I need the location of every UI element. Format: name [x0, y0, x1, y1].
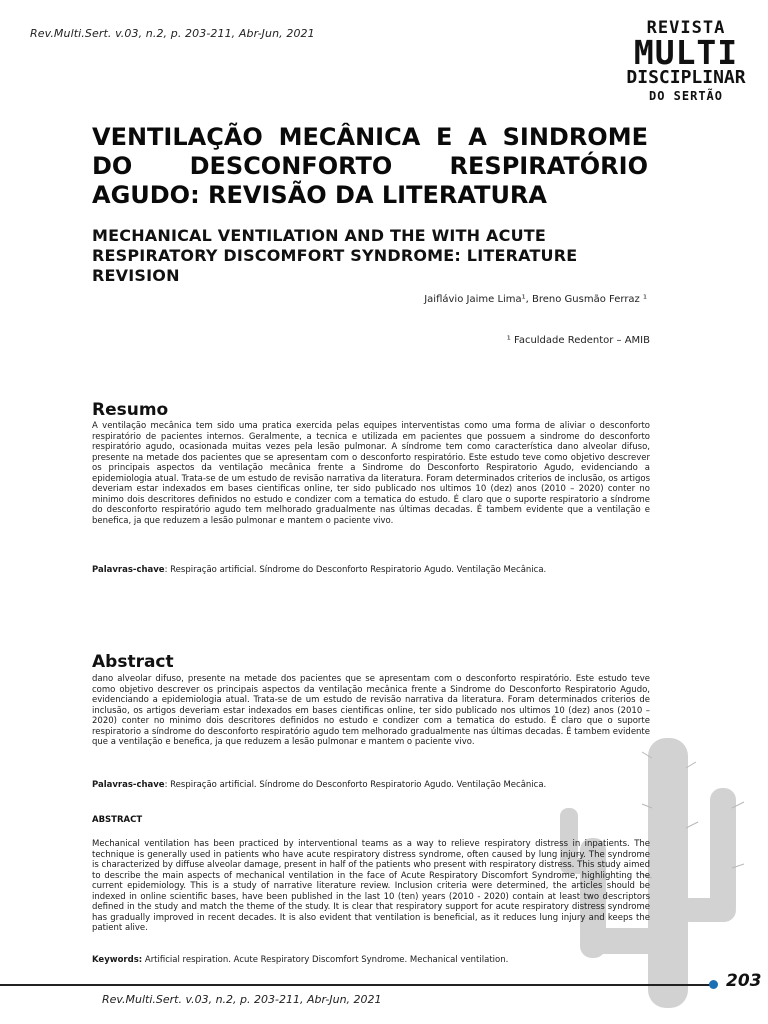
abstract-heading: Abstract [92, 652, 174, 672]
logo-line-do-sertao: DO SERTÃO [648, 89, 724, 103]
article-subtitle: MECHANICAL VENTILATION AND THE WITH ACUTE RESPIRATORY DISCOMFORT SYNDROME: LITERATURE REVISION [92, 226, 578, 285]
article-title: VENTILAÇÃO MECÂNICA E A SINDROME DO DESCONFORTO RESPIRATÓRIO AGUDO: REVISÃO DA LITERATURA [92, 123, 648, 209]
resumo-keywords-list: : Respiração artificial. Síndrome do Desconforto Respiratorio Agudo. Ventilação Mecânica. [164, 565, 547, 575]
resumo-keywords [92, 565, 650, 576]
resumo-keywords-label: Palavras-chave [92, 565, 165, 575]
footer-dot-icon [709, 980, 718, 989]
abstract-keywords-label: Palavras-chave [92, 780, 165, 790]
authors: Jaiflávio Jaime Lima¹, Breno Gusmão Ferraz ¹ [424, 294, 647, 305]
page-number: 203 [726, 971, 762, 991]
logo-line-multi: MULTI [633, 33, 739, 72]
affiliation: ¹ Faculdade Redentor – AMIB [506, 335, 650, 346]
abstract-en-label: ABSTRACT [92, 815, 143, 825]
journal-logo [626, 18, 746, 110]
abstract-keywords-list: : Respiração artificial. Síndrome do Desconforto Respiratorio Agudo. Ventilação Mecânica. [164, 780, 547, 790]
resumo-heading: Resumo [92, 400, 169, 420]
abstract-en-keywords [92, 955, 650, 966]
footer-rule [0, 984, 710, 986]
abstract-en-keywords-label: Keywords: [92, 955, 143, 965]
resumo-text: A ventilação mecânica tem sido uma pratica exercida pelas equipes interventistas como uma forma de aliviar o desconforto respiratório de pacientes internos. Geralmente, a tecnica e utilizada em pacientes que possuem a sindrome do desconforto respiratório agudo, ocasionada muitas vezes pela lesão pulmonar. A síndrome tem como característica dano alveolar difuso, presente na metade dos pacientes que se apresentam com o desconforto respiratório. Este estudo teve como objetivo descrever os principais aspectos da ventilação mecânica frente a Sindrome do Desconforto Respiratorio Agudo, evidenciando a epidemiologia atual. Trata-se de um estudo de revisão narrativa da literatura. Foram determinados criterios de inclusão, os artigos deveriam estar indexados em bases cientificas online, ter sido publicado nos ultimos 10 (dez) anos (2010 – 2020) conter no minimo dois descritores definidos no estudo e condizer com a tematica do estudo. É claro que o suporte respiratorio a síndrome do desconforto respiratório agudo tem melhorado gradualmente nas últimas decadas. É tambem evidente que a ventilação e benefica, ja que reduzem a lesão pulmonar e mantem o paciente vivo. [92, 421, 650, 526]
logo-line-revista: REVISTA [646, 18, 726, 38]
footer-citation: Rev.Multi.Sert. v.03, n.2, p. 203-211, Abr-Jun, 2021 [102, 993, 382, 1006]
abstract-keywords [92, 780, 650, 791]
abstract-pt-text: dano alveolar difuso, presente na metade dos pacientes que se apresentam com o desconforto respiratório. Este estudo teve como objetivo descrever os principais aspectos da ventilação mecânica frente a Sindrome do Desconforto Respiratorio Agudo, evidenciando a epidemiologia atual. Trata-se de um estudo de revisão narrativa da literatura. Foram determinados criterios de inclusão, os artigos deveriam estar indexados em bases cientificas online, ter sido publicado nos ultimos 10 (dez) anos (2010 – 2020) conter no minimo dois descritores definidos no estudo e condizer com a tematica do estudo. É claro que o suporte respiratorio a síndrome do desconforto respiratório agudo tem melhorado gradualmente nas últimas decadas. É tambem evidente que a ventilação e benefica, ja que reduzem a lesão pulmonar e mantem o paciente vivo. [92, 674, 650, 747]
header-citation: Rev.Multi.Sert. v.03, n.2, p. 203-211, Abr-Jun, 2021 [30, 27, 315, 40]
abstract-en-text: Mechanical ventilation has been practiced by interventional teams as a way to relieve respiratory distress in inpatients. The technique is generally used in patients who have acute respiratory distress syndrome, often caused by lung injury. The syndrome is characterized by diffuse alveolar damage, present in half of the patients who present with respiratory distress. This study aimed to describe the main aspects of mechanical ventilation in the face of Acute Respiratory Discomfort Syndrome, highlighting the current epidemiology. This is a study of narrative literature review. Inclusion criteria were determined, the articles should be indexed in online scientific bases, have been published in the last 10 (ten) years (2010 - 2020) contain at least two descriptors defined in the study and match the theme of the study. It is clear that respiratory support for acute respiratory distress syndrome has gradually improved in recent decades. It is also evident that ventilation is beneficial, as it reduces lung injury and keeps the patient alive. [92, 839, 650, 933]
abstract-en-keywords-list: Artificial respiration. Acute Respiratory Discomfort Syndrome. Mechanical ventilation. [142, 955, 509, 965]
logo-line-disciplinar: DISCIPLINAR [626, 67, 746, 88]
